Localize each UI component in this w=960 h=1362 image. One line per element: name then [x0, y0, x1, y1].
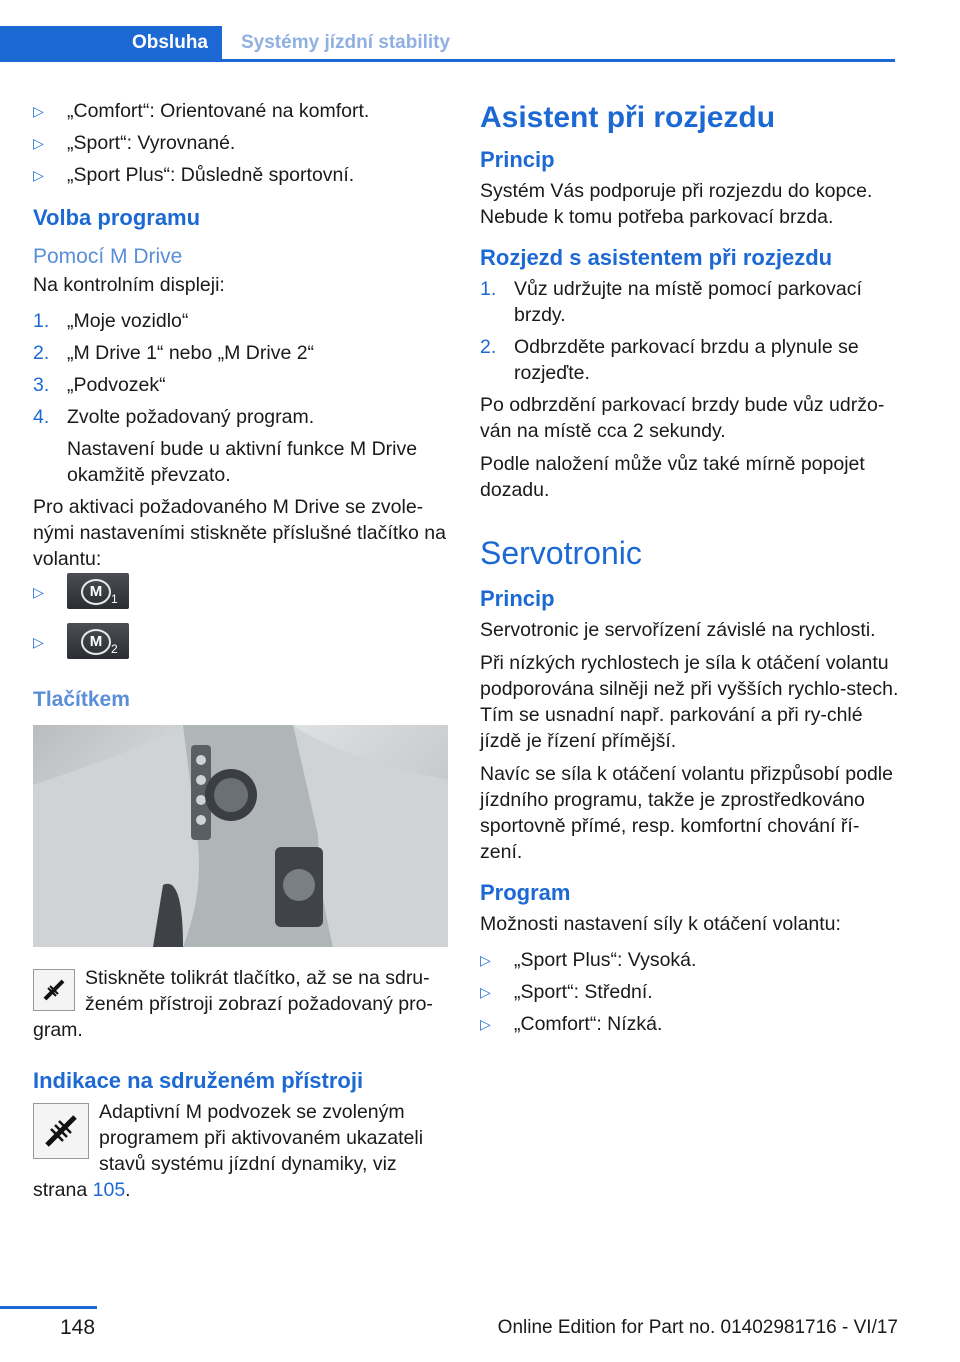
left-column: [33, 98, 448, 1203]
page-link[interactable]: 105: [92, 1179, 126, 1201]
list-item: [33, 629, 448, 673]
aktivace-text: Pro aktivaci požadovaného M Drive se zvole-nými nastaveními stiskněte příslušné tlačítko na volantu:: [33, 496, 446, 570]
list-item: 4. Zvolte požadovaný program. Nastavení bude u aktivní funkce M Drive okamžitě převzato.: [33, 404, 448, 488]
steps-list: [33, 308, 448, 488]
center-console-photo: [33, 725, 448, 947]
indikace-paragraph: Adaptivní M podvozek se zvoleným programem při aktivovaném ukazateli stavů systému jízdní dynamiky, viz strana 105.: [33, 1101, 424, 1201]
list-item: 3. „Podvozek“: [33, 374, 166, 396]
footer-rule: [0, 1306, 97, 1309]
m1-button-icon: M 1: [67, 573, 129, 609]
edition-text: Online Edition for Part no. 01402981716 - VI/17: [497, 1317, 898, 1338]
servo-p3: Navíc se síla k otáčení volantu přizpůsobí podle jízdního programu, takže je zprostředkováno sportovně přímé, resp. komfortní chování ří-zení.: [480, 763, 893, 863]
header-rule: [0, 59, 895, 62]
tlacitkem-paragraph: [33, 965, 448, 1043]
list-item: ▷ „Sport Plus“: Důsledně sportovní.: [33, 164, 355, 186]
asistent-heading: Asistent při rozjezdu: [480, 101, 776, 134]
page-number: 148: [60, 1316, 96, 1339]
princip1-text: Systém Vás podporuje při rozjezdu do kopce. Nebude k tomu potřeba parkovací brzda.: [480, 180, 873, 228]
princip-heading: Princip: [480, 586, 555, 611]
list-item: [33, 579, 448, 623]
servo-p2: Při nízkých rychlostech je síla k otáčení volantu podporována silněji než při vyšších rychlo-stech. Tím se usnadní např. parkování a při ry-chlé jízdě je řízení přímější.: [480, 652, 899, 752]
page-header: [0, 0, 895, 62]
stisknete-text: Stiskněte tolikrát tlačítko, až se na sdru-ženém přístroji zobrazí požadovaný pro-gram.: [33, 967, 433, 1041]
rozjezd-steps: [480, 276, 900, 386]
list-item: ▷ „Sport“: Vyrovnané.: [33, 132, 236, 154]
triangle-bullet-icon: ▷: [33, 103, 44, 119]
triangle-bullet-icon: ▷: [33, 634, 44, 650]
console-illustration: [33, 725, 448, 947]
triangle-bullet-icon: ▷: [480, 952, 491, 968]
shock-absorber-icon: [33, 969, 75, 1011]
kontrolni-text: Na kontrolním displeji:: [33, 274, 225, 296]
triangle-bullet-icon: ▷: [480, 1016, 491, 1032]
rozjezd-heading: Rozjezd s asistentem při rozjezdu: [480, 245, 833, 270]
list-item: 1. „Moje vozidlo“: [33, 310, 189, 332]
m2-button-icon: M 2: [67, 623, 129, 659]
servotronic-heading: Servotronic: [480, 535, 642, 571]
list-item: ▷ „Comfort“: Orientované na komfort.: [33, 100, 370, 122]
servo-p1: Servotronic je servořízení závislé na rychlosti.: [480, 619, 876, 641]
program-text: Možnosti nastavení síly k otáčení volantu:: [480, 913, 841, 935]
list-item: 2. Odbrzděte parkovací brzdu a plynule se rozjeďte.: [480, 336, 859, 384]
triangle-bullet-icon: ▷: [33, 584, 44, 600]
program-list: [480, 947, 900, 1037]
list-item: 1. Vůz udržujte na místě pomocí parkovací brzdy.: [480, 278, 862, 326]
list-item: ▷ „Comfort“: Nízká.: [480, 1013, 663, 1035]
triangle-bullet-icon: ▷: [33, 135, 44, 151]
list-item: ▷ „Sport“: Střední.: [480, 981, 653, 1003]
step4-note: Nastavení bude u aktivní funkce M Drive okamžitě převzato.: [67, 438, 418, 486]
indikace-text: Adaptivní M podvozek se zvoleným programem při aktivovaném ukazateli stavů systému jízdní dynamiky, viz strana: [33, 1101, 424, 1201]
indikace-heading: Indikace na sdruženém přístroji: [33, 1068, 364, 1093]
section-tab: Obsluha: [0, 26, 222, 59]
princip-heading: Princip: [480, 147, 555, 172]
pomoci-heading: Pomocí M Drive: [33, 245, 183, 268]
list-item: 2. „M Drive 1“ nebo „M Drive 2“: [33, 342, 315, 364]
volba-heading: Volba programu: [33, 205, 201, 230]
triangle-bullet-icon: ▷: [480, 984, 491, 1000]
po-text: Po odbrzdění parkovací brzdy bude vůz udržo-ván na místě cca 2 sekundy.: [480, 394, 885, 442]
shock-absorber-icon: [33, 1103, 89, 1159]
program-heading: Program: [480, 880, 571, 905]
button-list: [33, 579, 448, 673]
tlacitkem-heading: Tlačítkem: [33, 688, 130, 711]
triangle-bullet-icon: ▷: [33, 167, 44, 183]
podle-text: Podle naložení může vůz také mírně popojet dozadu.: [480, 453, 865, 501]
chapter-tab: Systémy jízdní stability: [241, 32, 451, 53]
right-column: [480, 98, 900, 1043]
mode-list: [33, 98, 448, 188]
list-item: ▷ „Sport Plus“: Vysoká.: [480, 949, 697, 971]
